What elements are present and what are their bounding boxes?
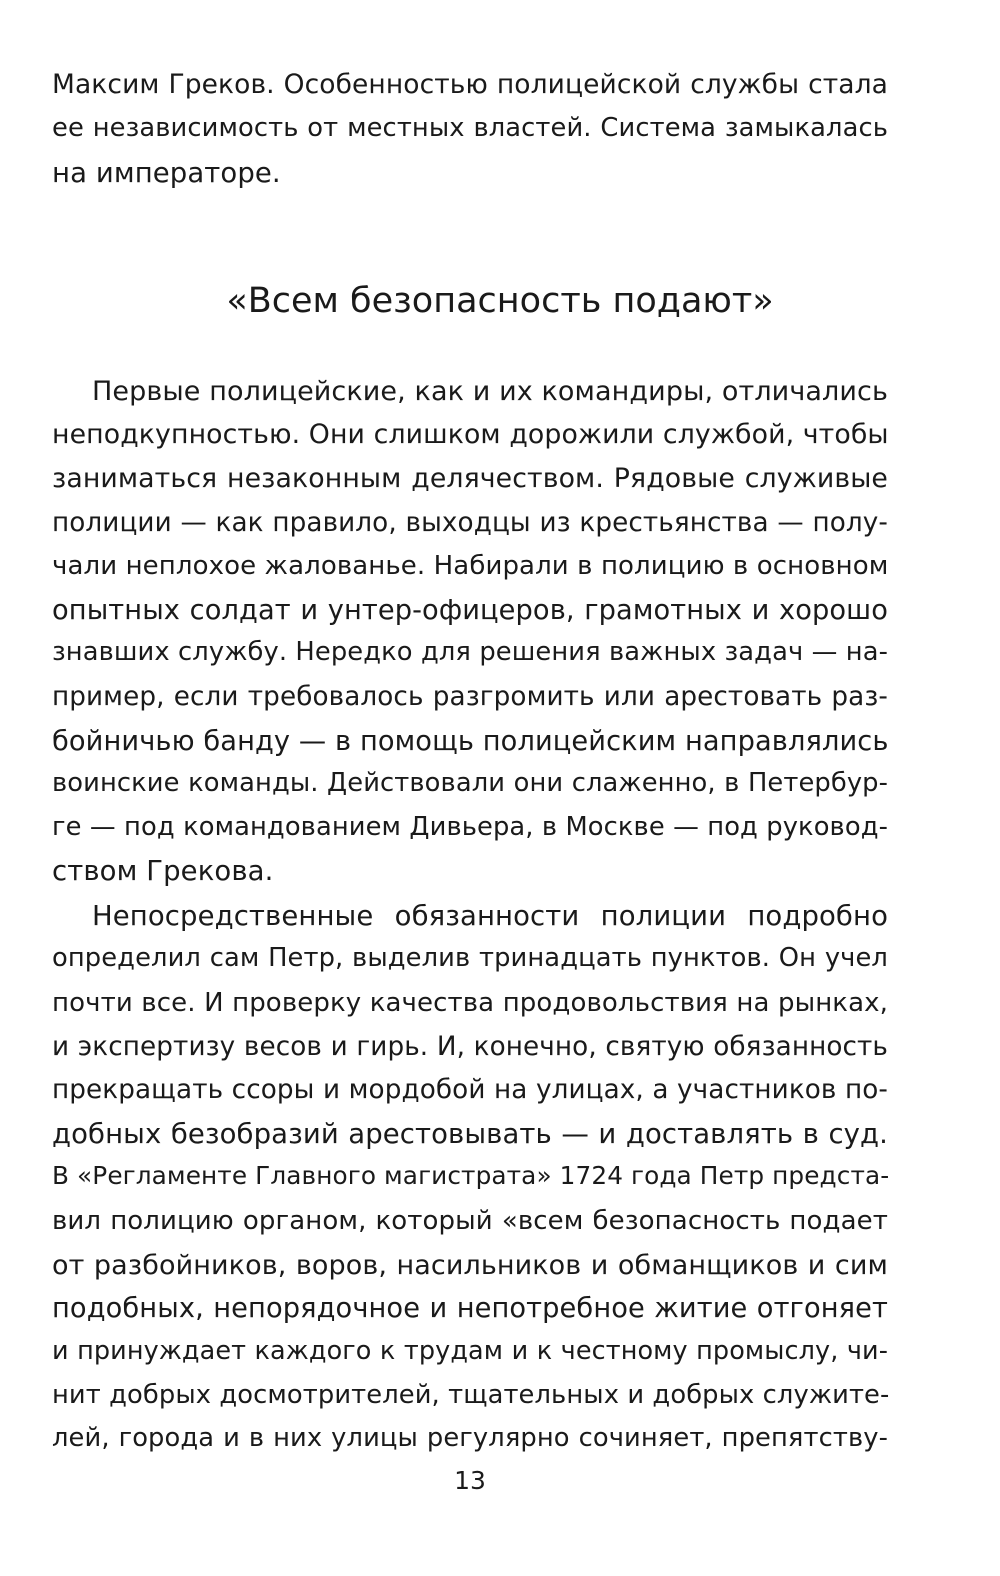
paragraph-line: полиции — как правило, выходцы из крестьянства — полу- [52,508,888,538]
paragraph-line: Непосредственные обязанности полиции подробно [92,900,888,932]
paragraph-line: нит добрых досмотрителей, тщательных и добрых служите- [52,1380,890,1410]
paragraph-line: Первые полицейские, как и их командиры, отличались [92,376,888,407]
section-heading: «Всем безопасность подают» [226,281,774,321]
paragraph-line: воинские команды. Действовали они слаженно, в Петербур- [52,768,888,798]
paragraph-line: В «Регламенте Главного магистрата» 1724 года Петр предста- [52,1161,890,1190]
paragraph-line: заниматься незаконным делячеством. Рядовые служивые [52,463,888,494]
paragraph-line: бойничью банду — в помощь полицейским направлялись [52,726,889,757]
intro-line: на императоре. [52,157,281,189]
paragraph-line: прекращать ссоры и мордобой на улицах, а участников по- [52,1075,888,1105]
paragraph-line: почти все. И проверку качества продовольствия на рынках, [52,988,888,1018]
paragraph-line: лей, города и в них улицы регулярно сочиняет, препятству- [52,1423,888,1453]
page-number: 13 [454,1466,486,1495]
paragraph-line: ством Грекова. [52,855,274,887]
paragraph-line: определил сам Петр, выделив тринадцать пунктов. Он учел [52,943,888,973]
paragraph-line: вил полицию органом, который «всем безопасность подает [52,1206,888,1236]
paragraph-line: опытных солдат и унтер-офицеров, грамотных и хорошо [52,595,888,626]
intro-line: Максим Греков. Особенностью полицейской службы стала [52,69,888,100]
paragraph-line: неподкупностью. Они слишком дорожили службой, чтобы [52,419,889,450]
paragraph-line: добных безобразий арестовывать — и доставлять в суд. [52,1118,888,1150]
paragraph-line: знавших службу. Нередко для решения важных задач — на- [52,637,888,667]
paragraph-line: и принуждает каждого к трудам и к честному промыслу, чи- [52,1336,888,1366]
paragraph-line: чали неплохое жалованье. Набирали в полицию в основном [52,551,889,581]
paragraph-line: и экспертизу весов и гирь. И, конечно, святую обязанность [52,1032,888,1062]
paragraph-line: от разбойников, воров, насильников и обманщиков и сим [52,1250,888,1281]
paragraph-line: ге — под командованием Дивьера, в Москве — под руковод- [52,812,888,842]
paragraph-line: пример, если требовалось разгромить или арестовать раз- [52,682,888,712]
paragraph-line: подобных, непорядочное и непотребное житие отгоняет [52,1293,888,1324]
intro-line: ее независимость от местных властей. Система замыкалась [52,113,888,143]
